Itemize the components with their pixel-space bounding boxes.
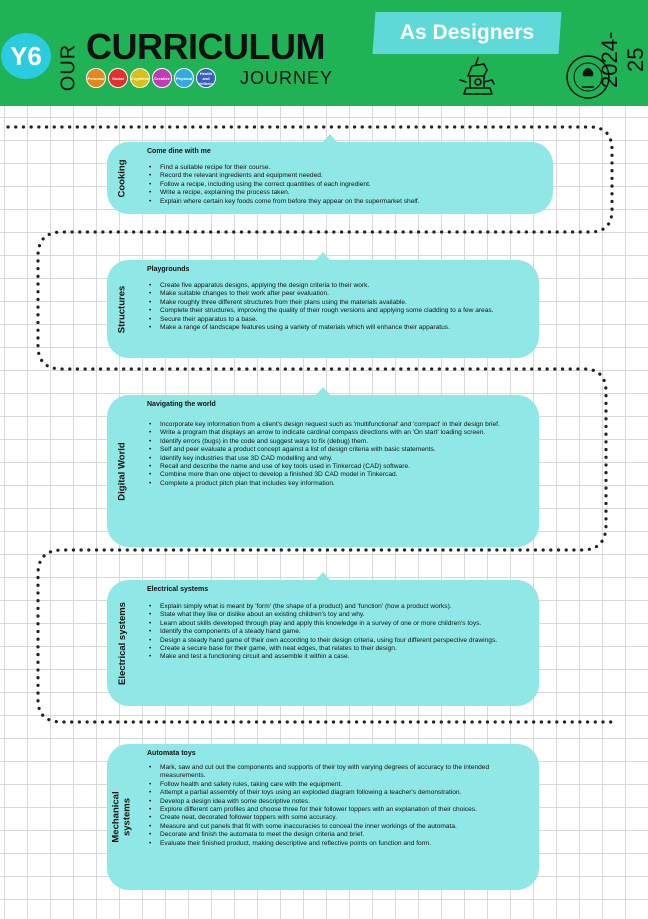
objectives-list bbox=[147, 421, 529, 488]
list-item: • Combine more than one object to develop a finished 3D CAD model in Tinkercad. bbox=[147, 471, 529, 479]
section-digital-world bbox=[107, 395, 539, 547]
section-side-label: Structures bbox=[116, 285, 128, 333]
badge-personal: Personal bbox=[86, 68, 106, 88]
list-item: • Create five apparatus designs, applying the design criteria to their work. bbox=[147, 282, 529, 290]
section-title: Automata toys bbox=[147, 750, 196, 757]
list-item: • Make suitable changes to their work after peer evaluation. bbox=[147, 290, 529, 298]
section-content bbox=[147, 580, 529, 662]
badge-creative: Creative bbox=[152, 68, 172, 88]
list-item: • Explore different cam profiles and choose three for their follower toppers with an explanation of their choices. bbox=[147, 806, 529, 814]
section-content bbox=[147, 744, 529, 848]
section-cooking bbox=[107, 142, 553, 214]
list-item: • Make and test a functioning circuit and assemble it within a case. bbox=[147, 653, 529, 661]
section-content bbox=[147, 395, 529, 488]
list-item: • Create a secure base for their game, with neat edges, that relates to their design. bbox=[147, 645, 529, 653]
list-item: • Explain simply what is meant by 'form' (the shape of a product) and 'function' (how a product works). bbox=[147, 603, 529, 611]
list-item: • Create neat, decorated follower toppers with some accuracy. bbox=[147, 814, 529, 822]
list-item: • Design a steady hand game of their own according to their design criteria, using four different perspective drawings. bbox=[147, 637, 529, 645]
list-item: • Identify the components of a steady hand game. bbox=[147, 628, 529, 636]
section-electrical-systems bbox=[107, 580, 539, 706]
list-item: • Write a program that displays an arrow to indicate cardinal compass directions with an 'On start' loading screen. bbox=[147, 429, 529, 437]
section-mechanical-systems bbox=[107, 744, 539, 890]
list-item: • Make a range of landscape features using a variety of materials which will enhance their apparatus. bbox=[147, 324, 529, 332]
objectives-list bbox=[147, 164, 543, 206]
list-item: • Record the relevant ingredients and equipment needed. bbox=[147, 172, 543, 180]
section-structures bbox=[107, 260, 539, 358]
school-year: 2024-25 bbox=[597, 31, 648, 89]
list-item: • Develop a design idea with some descriptive notes. bbox=[147, 798, 529, 806]
list-item: • Mark, saw and cut out the components and supports of their toy with varying degrees of accuracy to the intended measurements. bbox=[147, 764, 529, 781]
list-item: • Find a suitable recipe for their course. bbox=[147, 164, 543, 172]
list-item: • Identify errors (bugs) in the code and suggest ways to fix (debug) them. bbox=[147, 438, 529, 446]
list-item: • Self and peer evaluate a product concept against a list of design criteria with basic statements. bbox=[147, 446, 529, 454]
section-title: Navigating the world bbox=[147, 401, 216, 408]
objectives-list bbox=[147, 282, 529, 332]
list-item: • Secure their apparatus to a base. bbox=[147, 316, 529, 324]
list-item: • Explain where certain key foods come from before they appear on the supermarket shelf. bbox=[147, 198, 543, 206]
badge-health: Health and Wellbeing bbox=[196, 68, 216, 88]
list-item: • Decorate and finish the automata to meet the design criteria and brief. bbox=[147, 831, 529, 839]
section-side-label: Cooking bbox=[116, 159, 128, 197]
section-title: Electrical systems bbox=[147, 586, 209, 593]
list-item: • State what they like or dislike about an existing children's toy and why. bbox=[147, 611, 529, 619]
journey-label: JOURNEY bbox=[240, 68, 334, 88]
list-item: • Follow health and safety rules, taking care with the equipment. bbox=[147, 781, 529, 789]
our-label: OUR bbox=[57, 43, 80, 92]
section-content bbox=[147, 260, 529, 332]
section-title: Come dine with me bbox=[147, 148, 211, 155]
section-title: Playgrounds bbox=[147, 266, 190, 273]
list-item: • Make roughly three different structures from their plans using the materials available. bbox=[147, 299, 529, 307]
objectives-list bbox=[147, 603, 529, 662]
list-item: • Complete their structures, improving the quality of their rough versions and applying some cladding to a few areas. bbox=[147, 307, 529, 315]
section-content bbox=[147, 142, 543, 206]
section-side-label: Digital World bbox=[116, 441, 128, 501]
list-item: • Follow a recipe, including using the correct quantities of each ingredient. bbox=[147, 181, 543, 189]
list-item: • Recall and describe the name and use of key tools used in Tinkercad (CAD) software. bbox=[147, 463, 529, 471]
list-item: • Attempt a partial assembly of their toys using an exploded diagram following a teacher's demonstration. bbox=[147, 789, 529, 797]
list-item: • Learn about skills developed through play and apply this knowledge in a survey of one or more children's toys. bbox=[147, 620, 529, 628]
badge-cognitive: Cognitive bbox=[130, 68, 150, 88]
list-item: • Measure and cut panels that fit with some inaccuracies to conceal the inner workings of the automata. bbox=[147, 823, 529, 831]
list-item: • Write a recipe, explaining the process taken. bbox=[147, 189, 543, 197]
badge-physical: Physical bbox=[174, 68, 194, 88]
ribbon-title: As Designers bbox=[399, 21, 535, 44]
year-group-badge: Y6 bbox=[1, 33, 51, 79]
curriculum-title: CURRICULUM bbox=[86, 26, 325, 67]
list-item: • Identify key industries that use 3D CAD modelling and why. bbox=[147, 455, 529, 463]
badge-social: Social bbox=[108, 68, 128, 88]
section-side-label: Mechanical systems bbox=[111, 791, 133, 843]
list-item: • Complete a product pitch plan that includes key information. bbox=[147, 480, 529, 488]
list-item: • Evaluate their finished product, making descriptive and reflective points on function and form. bbox=[147, 840, 529, 848]
objectives-list bbox=[147, 764, 529, 848]
section-side-label: Electrical systems bbox=[116, 601, 128, 685]
list-item: • Incorporate key information from a client's design request such as 'multifunctional' and 'compact' in their design brief. bbox=[147, 421, 529, 429]
